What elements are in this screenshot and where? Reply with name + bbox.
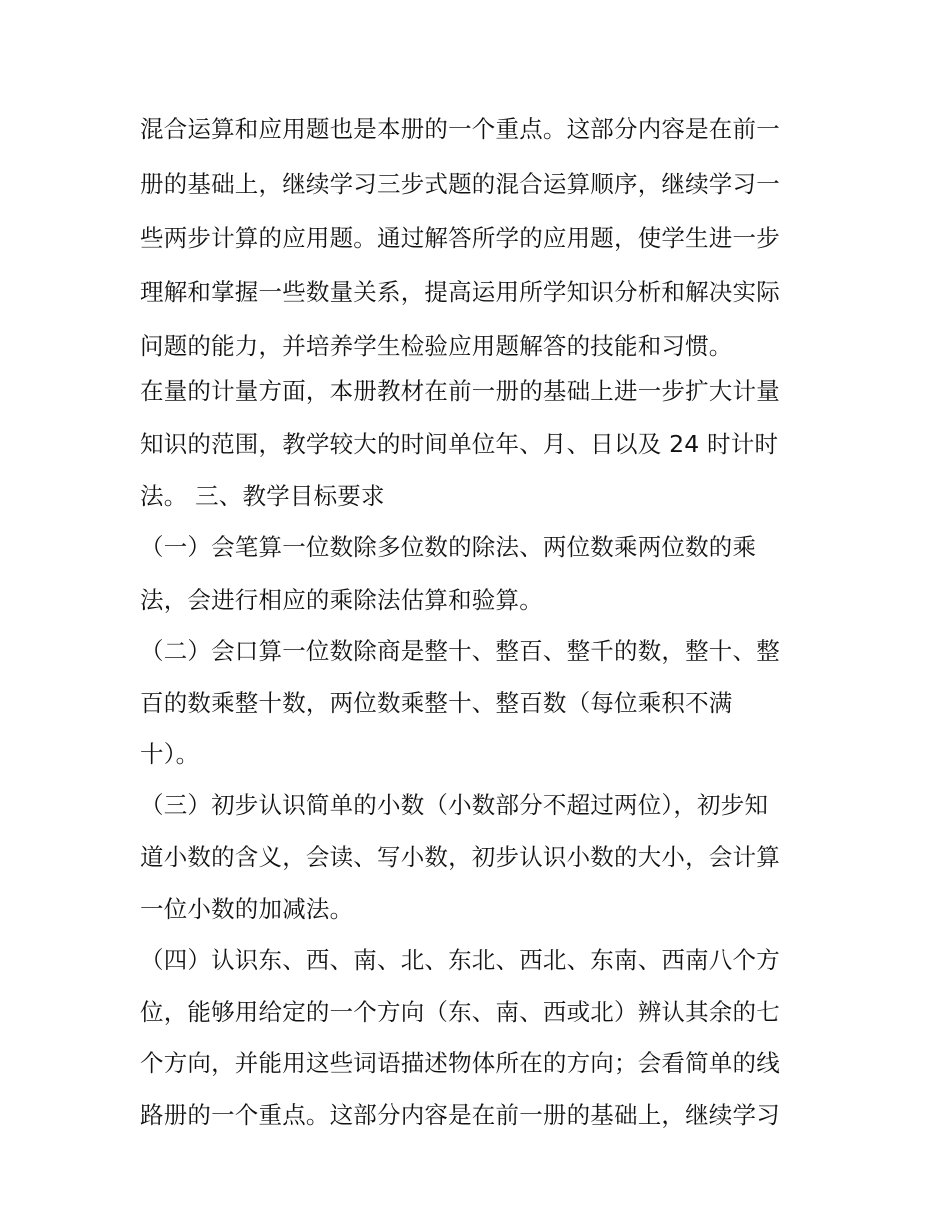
text-line: 法，会进行相应的乘除法估算和验算。: [140, 586, 543, 614]
text-line: 册的基础上，继续学习三步式题的混合运算顺序，继续学习一: [140, 170, 780, 198]
text-line: 问题的能力，并培养学生检验应用题解答的技能和习惯。: [140, 332, 733, 360]
text-line: 路册的一个重点。这部分内容是在前一册的基础上，继续学习: [140, 1101, 780, 1129]
text-line: 个方向，并能用这些词语描述物体所在的方向；会看简单的线: [140, 1049, 780, 1077]
text-line: 百的数乘整十数，两位数乘整十、整百数（每位乘积不满: [140, 689, 733, 717]
text-line: 些两步计算的应用题。通过解答所学的应用题，使学生进一步: [140, 224, 780, 252]
text-line: 在量的计量方面，本册教材在前一册的基础上进一步扩大计量: [140, 377, 780, 405]
text-line: （三）初步认识简单的小数（小数部分不超过两位），初步知: [140, 791, 769, 819]
text-line: 知识的范围，教学较大的时间单位年、月、日以及 24 时计时: [140, 430, 779, 458]
text-line: 道小数的含义，会读、写小数，初步认识小数的大小，会计算: [140, 843, 780, 871]
text-line: （四）认识东、西、南、北、东北、西北、东南、西南八个方: [140, 946, 780, 974]
text-line: 理解和掌握一些数量关系，提高运用所学知识分析和解决实际: [140, 278, 780, 306]
text-line: （二）会口算一位数除商是整十、整百、整千的数，整十、整: [140, 637, 780, 665]
text-line: （一）会笔算一位数除多位数的除法、两位数乘两位数的乘: [140, 533, 757, 561]
text-line: 位，能够用给定的一个方向（东、南、西或北）辨认其余的七: [140, 998, 780, 1026]
text-line: 混合运算和应用题也是本册的一个重点。这部分内容是在前一: [140, 115, 780, 143]
text-line: 一位小数的加减法。: [140, 895, 354, 923]
text-line: 十）。: [140, 740, 200, 768]
text-line: 法。 三、教学目标要求: [140, 482, 385, 510]
